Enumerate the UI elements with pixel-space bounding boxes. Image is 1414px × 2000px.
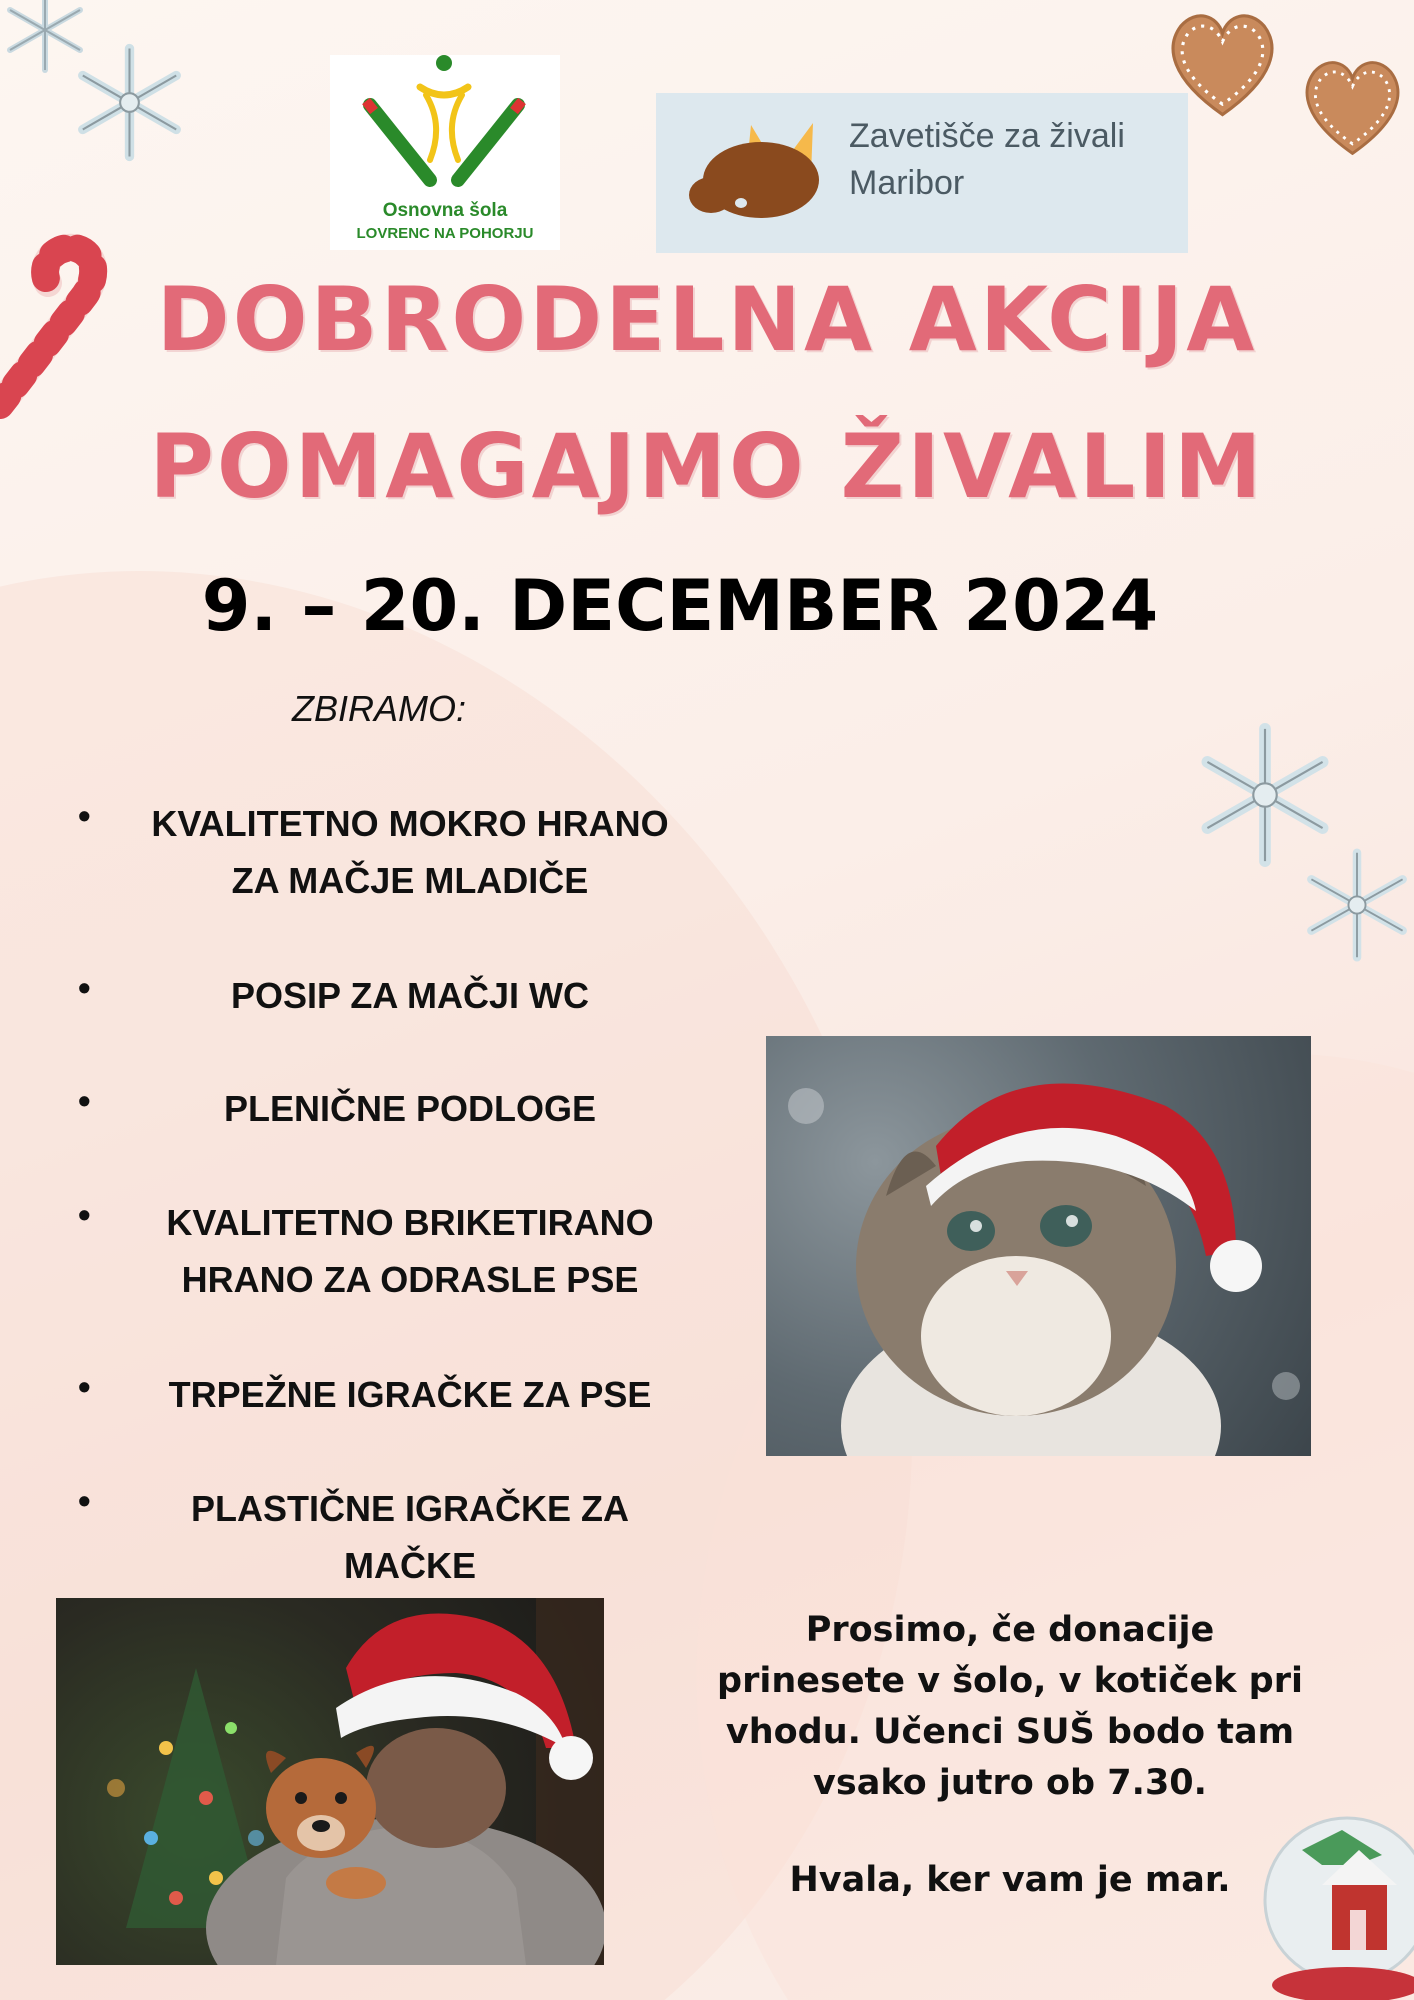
event-date: 9. – 20. DECEMBER 2024 bbox=[201, 565, 1159, 647]
list-item: • TRPEŽNE IGRAČKE ZA PSE bbox=[78, 1366, 652, 1415]
bullet: • bbox=[78, 795, 91, 836]
donation-instructions: Prosimo, če donacije prinesete v šolo, v kotiček pri vhodu. Učenci SUŠ bodo tam vsako jutro ob 7.30. bbox=[717, 1610, 1303, 1803]
shelter-logo bbox=[656, 93, 1188, 253]
school-logo bbox=[330, 55, 560, 250]
kitten-santa-hat-photo bbox=[766, 1036, 1311, 1456]
school-emblem-icon bbox=[330, 55, 560, 200]
school-name: Osnovna šola bbox=[382, 200, 508, 221]
bullet: • bbox=[78, 1080, 91, 1121]
collection-list bbox=[60, 795, 720, 1594]
collect-label: ZBIRAMO: bbox=[292, 688, 467, 729]
bullet: • bbox=[78, 967, 91, 1008]
shelter-name: Zavetišče za živali Maribor bbox=[849, 117, 1125, 202]
school-location: LOVRENC NA POHORJU bbox=[356, 225, 534, 242]
bullet: • bbox=[78, 1366, 91, 1407]
gingerbread-heart-icon bbox=[1295, 48, 1410, 163]
dog-cat-icon bbox=[681, 105, 846, 241]
snowflake-icon bbox=[62, 40, 197, 165]
title-line-1: DOBRODELNA AKCIJA bbox=[156, 268, 1258, 371]
bullet: • bbox=[78, 1480, 91, 1521]
dog-santa-hat-photo bbox=[56, 1598, 604, 1965]
thank-you-text: Hvala, ker vam je mar. bbox=[789, 1860, 1231, 1900]
list-item: • KVALITETNO BRIKETIRANO HRANO ZA ODRASLE PSE bbox=[78, 1194, 654, 1300]
title-line-2: POMAGAJMO ŽIVALIM bbox=[149, 415, 1265, 518]
list-item: • KVALITETNO MOKRO HRANO ZA MAČJE MLADIČE bbox=[78, 795, 669, 901]
bullet: • bbox=[78, 1194, 91, 1235]
list-item: • POSIP ZA MAČJI WC bbox=[78, 967, 590, 1016]
snow-globe-icon bbox=[1262, 1810, 1414, 2000]
list-item: • PLENIČNE PODLOGE bbox=[78, 1080, 597, 1129]
list-item: • PLASTIČNE IGRAČKE ZA MAČKE bbox=[78, 1480, 629, 1586]
snowflake-icon bbox=[1300, 840, 1414, 970]
